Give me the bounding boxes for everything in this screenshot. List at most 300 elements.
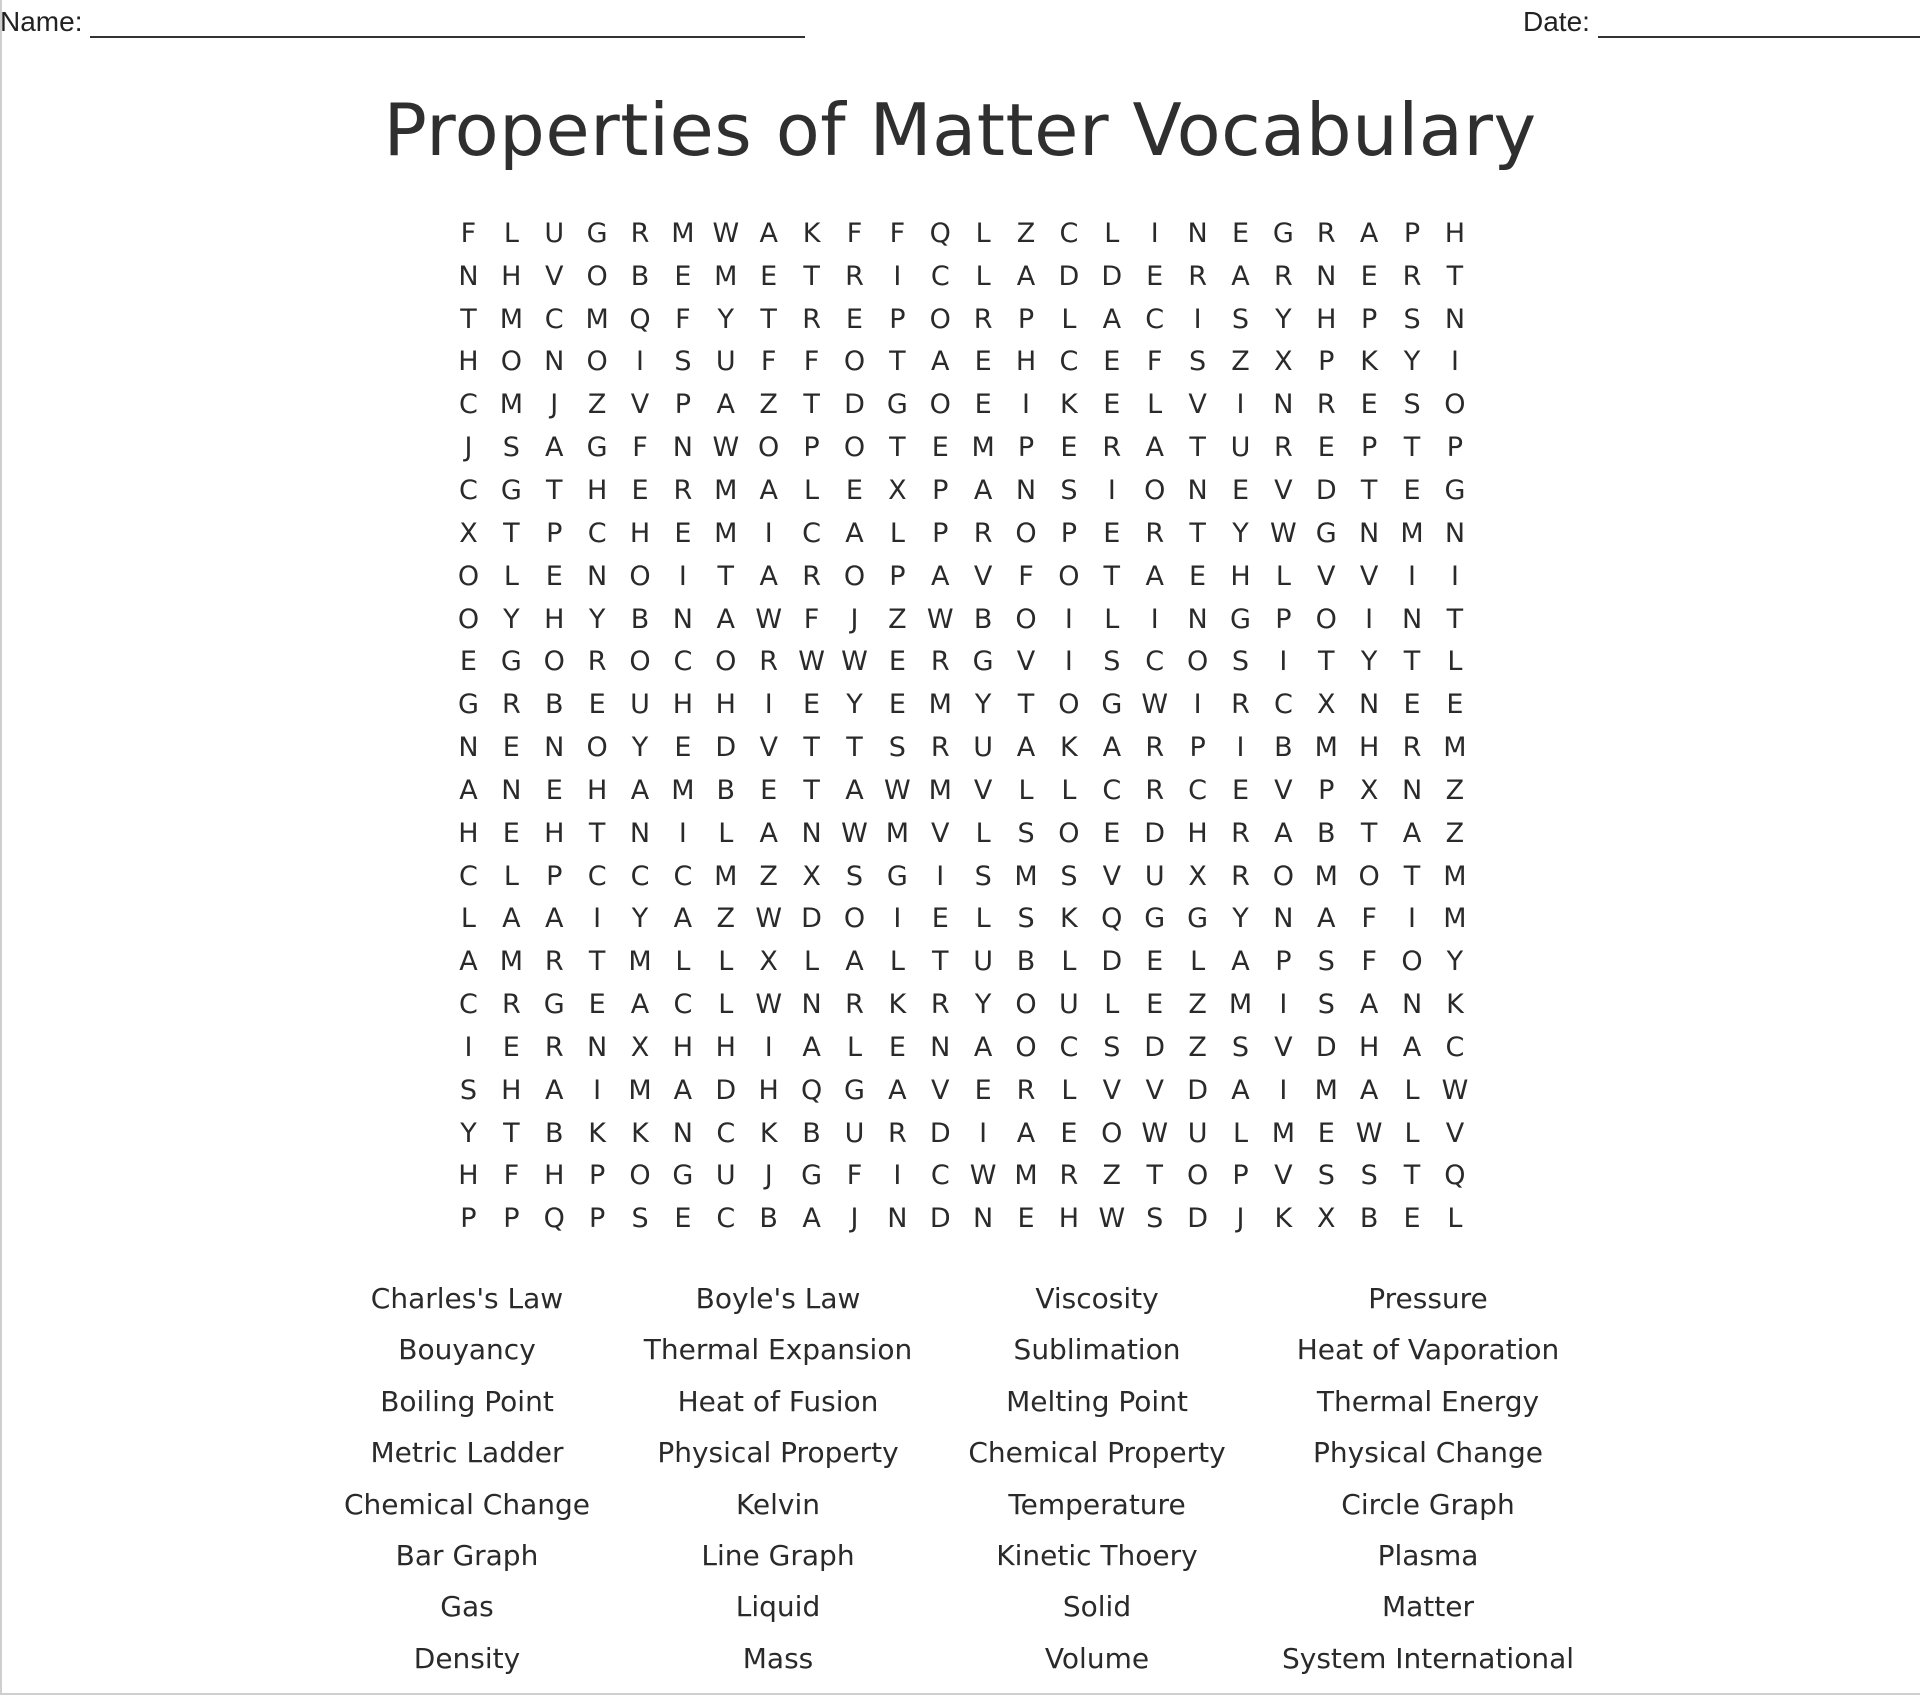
grid-letter: R — [1316, 389, 1336, 421]
grid-letter: A — [931, 560, 950, 592]
grid-letter: I — [1279, 989, 1288, 1021]
grid-letter: C — [459, 389, 478, 421]
grid-letter: P — [932, 474, 949, 506]
grid-letter: R — [845, 989, 864, 1021]
vocab-word: Melting Point — [1006, 1384, 1188, 1418]
grid-letter: X — [1274, 346, 1293, 378]
grid-letter: N — [1359, 689, 1380, 721]
grid-letter: A — [845, 774, 864, 806]
grid-letter: M — [1271, 1117, 1296, 1149]
grid-letter: E — [545, 560, 563, 592]
grid-letter: Q — [543, 1203, 565, 1235]
grid-letter: M — [499, 303, 523, 335]
grid-letter: R — [587, 646, 607, 678]
grid-letter: R — [802, 303, 821, 335]
grid-letter: S — [1060, 860, 1078, 892]
grid-letter: L — [1447, 1203, 1463, 1235]
grid-letter: O — [1015, 1031, 1037, 1063]
grid-letter: H — [715, 1031, 736, 1063]
grid-letter: A — [931, 346, 950, 378]
grid-letter: I — [1064, 603, 1073, 635]
grid-letter: C — [1102, 774, 1122, 806]
grid-letter: S — [974, 860, 992, 892]
grid-letter: M — [1314, 860, 1338, 892]
grid-letter: X — [459, 517, 478, 549]
grid-letter: I — [1408, 903, 1417, 935]
vocab-word: Physical Property — [657, 1436, 899, 1470]
word-row — [0, 1385, 1920, 1436]
grid-letter: V — [1274, 1031, 1293, 1063]
grid-letter: T — [1446, 260, 1464, 292]
grid-letter: E — [1317, 1117, 1335, 1149]
vocab-word: Pressure — [1368, 1282, 1488, 1315]
grid-letter: I — [636, 346, 644, 378]
grid-letter: G — [886, 860, 908, 892]
grid-letter: B — [973, 603, 993, 635]
grid-letter: O — [629, 646, 651, 678]
grid-letter: V — [1445, 1117, 1465, 1149]
grid-letter: I — [1107, 474, 1116, 506]
grid-letter: H — [458, 1160, 479, 1192]
grid-letter: C — [1059, 346, 1079, 378]
grid-letter: J — [464, 432, 473, 464]
word-row — [0, 1539, 1920, 1590]
grid-letter: G — [457, 689, 479, 721]
grid-letter: X — [1317, 689, 1336, 721]
grid-letter: F — [1018, 560, 1034, 592]
grid-letter: L — [1104, 989, 1120, 1021]
grid-letter: R — [973, 303, 993, 335]
grid-letter: L — [1061, 946, 1077, 978]
grid-letter: V — [630, 389, 650, 421]
grid-letter: U — [544, 217, 565, 249]
grid-letter: I — [893, 903, 902, 935]
grid-letter: T — [889, 432, 906, 464]
grid-letter: E — [674, 260, 692, 292]
grid-letter: K — [802, 217, 821, 249]
vocab-word: Physical Change — [1312, 1436, 1544, 1470]
grid-letter: T — [1403, 432, 1421, 464]
vocab-word: Metric Ladder — [370, 1436, 564, 1470]
grid-row — [447, 555, 1476, 598]
grid-letter: H — [544, 603, 565, 635]
vocab-word: Circle Graph — [1341, 1487, 1515, 1521]
grid-letter: L — [975, 260, 991, 292]
word-row — [0, 1436, 1920, 1487]
grid-letter: J — [850, 603, 859, 635]
grid-letter: M — [671, 217, 695, 249]
grid-letter: V — [1317, 560, 1336, 592]
grid-letter: A — [759, 817, 778, 849]
grid-letter: V — [973, 560, 993, 592]
grid-letter: N — [1187, 217, 1208, 249]
grid-letter: B — [802, 1117, 821, 1149]
grid-letter: O — [929, 303, 951, 335]
grid-letter: X — [1359, 774, 1379, 806]
grid-letter: P — [889, 303, 906, 335]
vocab-word: Temperature — [1008, 1487, 1186, 1521]
grid-letter: M — [928, 689, 952, 721]
grid-letter: N — [801, 817, 822, 849]
grid-letter: H — [629, 517, 651, 549]
grid-letter: P — [460, 1203, 477, 1235]
grid-letter: E — [1103, 346, 1121, 378]
vocab-word: Sublimation — [1013, 1333, 1181, 1367]
grid-letter: C — [673, 646, 693, 678]
grid-letter: N — [458, 732, 479, 764]
grid-letter: E — [974, 1074, 992, 1106]
grid-letter: G — [500, 646, 522, 678]
grid-letter: S — [1231, 1031, 1250, 1063]
grid-letter: A — [759, 560, 778, 592]
grid-letter: D — [1315, 1031, 1337, 1063]
grid-letter: Z — [1188, 989, 1207, 1021]
grid-letter: I — [678, 817, 687, 849]
grid-letter: Z — [1231, 346, 1250, 378]
grid-letter: N — [1401, 603, 1423, 635]
grid-letter: G — [1272, 217, 1294, 249]
grid-letter: B — [630, 603, 650, 635]
grid-letter: R — [544, 946, 564, 978]
grid-letter: N — [973, 1203, 994, 1235]
grid-row — [447, 1155, 1476, 1198]
grid-letter: N — [672, 1117, 693, 1149]
grid-letter: E — [888, 689, 906, 721]
grid-letter: G — [1444, 474, 1466, 506]
grid-letter: K — [1360, 346, 1378, 378]
grid-letter: O — [1058, 560, 1080, 592]
grid-letter: H — [458, 817, 479, 849]
grid-letter: C — [1145, 303, 1165, 335]
grid-letter: K — [1446, 989, 1464, 1021]
grid-letter: O — [843, 432, 866, 464]
grid-letter: X — [630, 1031, 650, 1063]
grid-letter: I — [979, 1117, 988, 1149]
grid-letter: A — [1016, 732, 1036, 764]
grid-letter: U — [1144, 860, 1165, 892]
grid-row — [447, 940, 1476, 983]
vocab-word: Volume — [1044, 1641, 1150, 1675]
name-field — [0, 6, 805, 38]
date-blank-line — [1598, 6, 1920, 38]
grid-letter: A — [1274, 817, 1293, 849]
grid-letter: Q — [1444, 1160, 1466, 1192]
grid-letter: R — [1059, 1160, 1079, 1192]
grid-letter: H — [715, 689, 736, 721]
grid-letter: R — [759, 646, 779, 678]
grid-letter: E — [760, 774, 778, 806]
grid-letter: S — [459, 1074, 478, 1106]
grid-letter: T — [1146, 1160, 1163, 1192]
grid-letter: I — [1064, 646, 1073, 678]
grid-letter: L — [1104, 217, 1120, 249]
word-row — [0, 1590, 1920, 1641]
grid-letter: A — [544, 903, 564, 935]
grid-letter: Y — [631, 903, 649, 935]
grid-letter: E — [1231, 217, 1249, 249]
grid-letter: S — [1231, 646, 1250, 678]
grid-row — [447, 426, 1476, 469]
grid-letter: D — [715, 1074, 737, 1106]
grid-letter: A — [716, 389, 736, 421]
grid-letter: Y — [974, 989, 992, 1021]
grid-letter: M — [1314, 1074, 1338, 1106]
grid-letter: S — [1403, 389, 1421, 421]
grid-letter: B — [1316, 817, 1336, 849]
grid-letter: L — [846, 1031, 862, 1063]
grid-letter: A — [802, 1203, 821, 1235]
grid-letter: O — [457, 560, 480, 592]
grid-letter: S — [1146, 1203, 1164, 1235]
grid-letter: A — [1016, 1117, 1036, 1149]
grid-letter: I — [893, 1160, 902, 1192]
grid-letter: R — [1273, 432, 1293, 464]
grid-letter: M — [585, 303, 609, 335]
grid-letter: E — [502, 1031, 520, 1063]
grid-letter: I — [1193, 689, 1202, 721]
grid-letter: E — [631, 474, 649, 506]
grid-letter: L — [975, 217, 991, 249]
word-row — [0, 1333, 1920, 1384]
grid-row — [447, 983, 1476, 1026]
grid-letter: E — [1103, 389, 1121, 421]
grid-letter: C — [1188, 774, 1208, 806]
grid-letter: Z — [587, 389, 607, 421]
grid-letter: N — [1444, 517, 1466, 549]
grid-letter: H — [1058, 1203, 1080, 1235]
grid-letter: Q — [629, 303, 651, 335]
grid-letter: O — [1015, 989, 1037, 1021]
grid-letter: R — [544, 1031, 564, 1063]
grid-letter: A — [1359, 1074, 1379, 1106]
grid-row — [447, 683, 1476, 726]
vocab-word: Chemical Change — [343, 1487, 591, 1521]
grid-letter: E — [1146, 260, 1164, 292]
grid-letter: W — [884, 774, 911, 806]
grid-letter: E — [1360, 260, 1378, 292]
grid-letter: T — [889, 346, 906, 378]
grid-letter: L — [1404, 1117, 1420, 1149]
grid-letter: C — [1273, 689, 1293, 721]
grid-letter: P — [1275, 946, 1292, 978]
grid-letter: E — [502, 817, 520, 849]
grid-letter: R — [1145, 517, 1165, 549]
grid-letter: T — [1189, 517, 1206, 549]
grid-letter: V — [1274, 1160, 1293, 1192]
grid-letter: I — [764, 1031, 773, 1063]
grid-letter: P — [1361, 303, 1378, 335]
grid-letter: H — [1316, 303, 1337, 335]
grid-letter: N — [1359, 517, 1380, 549]
grid-letter: W — [1355, 1117, 1383, 1149]
grid-letter: V — [759, 732, 778, 764]
grid-letter: N — [1187, 603, 1208, 635]
grid-letter: G — [543, 989, 565, 1021]
grid-letter: A — [1102, 303, 1122, 335]
grid-letter: H — [458, 346, 479, 378]
grid-letter: U — [715, 1160, 736, 1192]
grid-letter: T — [760, 303, 777, 335]
grid-letter: T — [803, 389, 820, 421]
grid-letter: J — [1236, 1203, 1245, 1235]
grid-letter: W — [755, 903, 783, 935]
grid-letter: Y — [1446, 946, 1464, 978]
grid-letter: J — [550, 389, 559, 421]
grid-letter: T — [1403, 860, 1421, 892]
grid-letter: A — [1102, 732, 1122, 764]
grid-letter: D — [1101, 946, 1123, 978]
grid-row — [447, 212, 1476, 255]
page-title: Properties of Matter Vocabulary — [383, 88, 1537, 172]
grid-letter: U — [973, 946, 994, 978]
letter-grid — [447, 212, 1476, 1240]
grid-letter: E — [1103, 817, 1121, 849]
grid-letter: D — [929, 1203, 951, 1235]
grid-letter: H — [1358, 732, 1380, 764]
vocab-word: Charles's Law — [370, 1282, 564, 1315]
grid-letter: G — [1315, 517, 1337, 549]
grid-letter: Y — [717, 303, 735, 335]
grid-letter: H — [758, 1074, 779, 1106]
vocab-word: Matter — [1381, 1590, 1475, 1624]
grid-letter: A — [544, 1074, 564, 1106]
grid-letter: W — [1270, 517, 1297, 549]
grid-letter: O — [843, 903, 866, 935]
grid-letter: V — [1359, 560, 1379, 592]
grid-letter: Y — [1360, 646, 1378, 678]
grid-letter: S — [1317, 989, 1335, 1021]
grid-letter: V — [1145, 1074, 1164, 1106]
grid-letter: C — [1145, 646, 1165, 678]
grid-letter: R — [1145, 732, 1165, 764]
grid-letter: T — [1103, 560, 1121, 592]
word-row — [0, 1642, 1920, 1693]
grid-letter: S — [674, 346, 692, 378]
grid-letter: N — [544, 732, 565, 764]
grid-letter: A — [759, 217, 778, 249]
grid-letter: E — [760, 260, 778, 292]
grid-letter: Y — [1232, 903, 1249, 935]
grid-letter: T — [503, 517, 520, 549]
grid-letter: D — [844, 389, 865, 421]
grid-letter: N — [544, 346, 565, 378]
grid-letter: P — [1275, 603, 1292, 635]
grid-letter: F — [460, 217, 477, 249]
grid-letter: D — [1187, 1074, 1208, 1106]
grid-letter: G — [500, 474, 522, 506]
grid-letter: E — [888, 1031, 906, 1063]
grid-letter: E — [1189, 560, 1207, 592]
grid-letter: T — [1360, 817, 1378, 849]
grid-letter: G — [1187, 903, 1209, 935]
grid-letter: L — [718, 817, 734, 849]
grid-letter: I — [1408, 560, 1417, 592]
grid-letter: L — [1404, 1074, 1420, 1106]
grid-letter: L — [1275, 560, 1291, 592]
grid-letter: N — [1401, 989, 1423, 1021]
grid-letter: I — [593, 1074, 602, 1106]
grid-letter: P — [674, 389, 692, 421]
grid-letter: G — [586, 432, 608, 464]
grid-letter: R — [930, 646, 950, 678]
grid-letter: Y — [631, 732, 649, 764]
grid-letter: E — [888, 646, 906, 678]
grid-letter: A — [1402, 1031, 1422, 1063]
grid-letter: I — [1193, 303, 1202, 335]
grid-letter: P — [803, 432, 820, 464]
grid-letter: M — [1443, 903, 1467, 935]
vocab-word: Line Graph — [701, 1538, 855, 1572]
grid-letter: Y — [974, 689, 992, 721]
grid-letter: J — [764, 1160, 773, 1192]
grid-letter: F — [846, 1160, 863, 1192]
grid-letter: A — [1016, 260, 1036, 292]
grid-letter: M — [1014, 860, 1038, 892]
grid-letter: K — [1060, 389, 1078, 421]
grid-row — [447, 1197, 1476, 1240]
grid-letter: T — [1017, 689, 1035, 721]
grid-letter: C — [673, 989, 693, 1021]
grid-letter: O — [586, 346, 608, 378]
grid-letter: Y — [1232, 517, 1249, 549]
grid-letter: W — [841, 817, 868, 849]
grid-letter: M — [885, 817, 909, 849]
grid-letter: X — [1317, 1203, 1336, 1235]
grid-letter: R — [887, 1117, 907, 1149]
grid-letter: M — [499, 946, 523, 978]
grid-letter: P — [503, 1203, 520, 1235]
grid-letter: C — [930, 260, 950, 292]
grid-letter: F — [503, 1160, 520, 1192]
grid-row — [447, 255, 1476, 298]
vocab-word: Thermal Expansion — [643, 1333, 913, 1367]
grid-letter: N — [1444, 303, 1466, 335]
grid-letter: P — [1017, 432, 1035, 464]
grid-letter: R — [930, 732, 950, 764]
grid-letter: C — [802, 517, 821, 549]
grid-letter: R — [1102, 432, 1122, 464]
grid-letter: M — [499, 389, 523, 421]
grid-letter: M — [714, 260, 738, 292]
grid-letter: V — [1016, 646, 1036, 678]
grid-letter: P — [1232, 1160, 1249, 1192]
grid-letter: I — [464, 1031, 473, 1063]
grid-letter: O — [1358, 860, 1380, 892]
grid-letter: O — [715, 646, 737, 678]
grid-letter: F — [760, 346, 777, 378]
grid-letter: V — [1274, 474, 1293, 506]
date-label: Date: — [1523, 6, 1590, 37]
grid-letter: E — [1360, 389, 1378, 421]
grid-letter: R — [845, 260, 864, 292]
grid-letter: N — [1273, 389, 1294, 421]
grid-letter: H — [586, 474, 608, 506]
grid-letter: H — [672, 689, 694, 721]
grid-letter: Z — [1445, 817, 1465, 849]
grid-letter: M — [1228, 989, 1253, 1021]
grid-letter: E — [974, 389, 992, 421]
grid-letter: P — [546, 860, 563, 892]
vocab-word: Boiling Point — [380, 1384, 554, 1418]
grid-letter: S — [1317, 946, 1335, 978]
grid-letter: E — [1103, 517, 1121, 549]
grid-letter: G — [1101, 689, 1123, 721]
grid-letter: B — [1274, 732, 1293, 764]
grid-letter: M — [1400, 517, 1424, 549]
vocab-word: Solid — [1062, 1590, 1132, 1624]
grid-letter: B — [544, 689, 564, 721]
vocab-word: System International — [1281, 1641, 1575, 1675]
